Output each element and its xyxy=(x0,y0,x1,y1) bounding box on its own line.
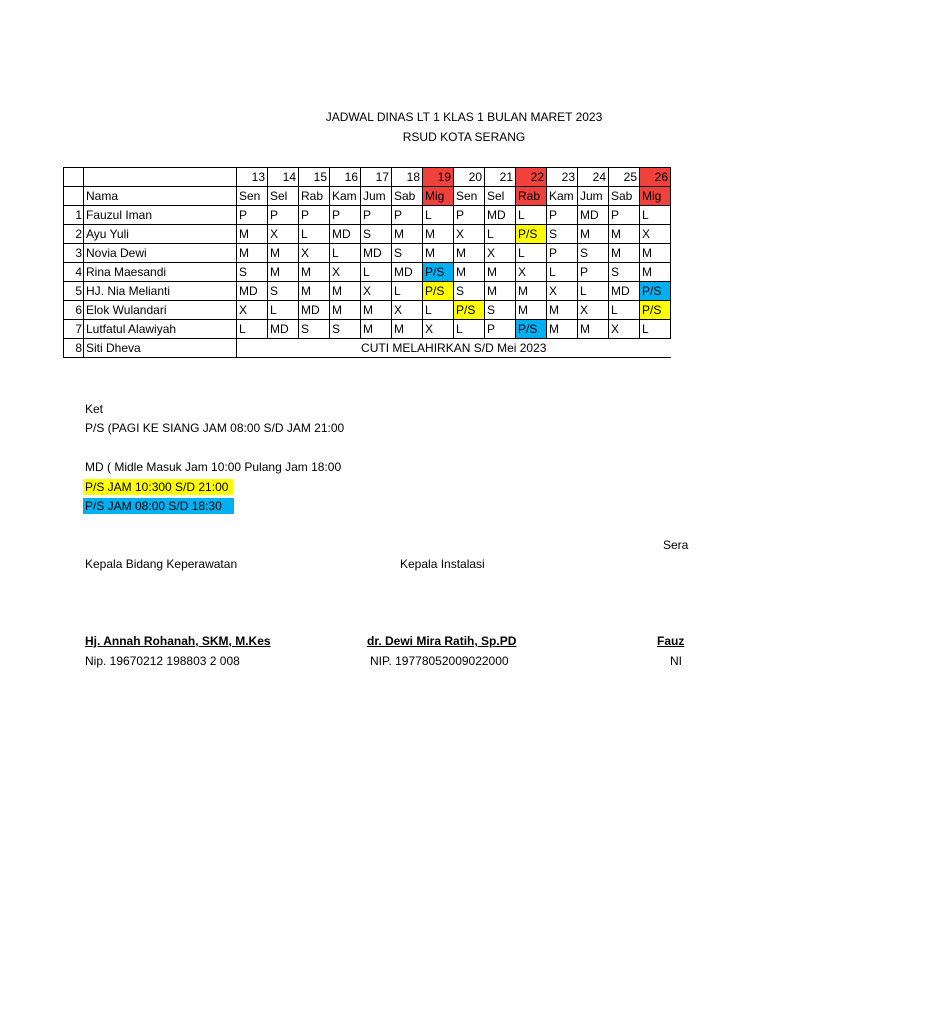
shift-cell[interactable]: S xyxy=(237,263,268,282)
date-cell[interactable]: 22 xyxy=(516,168,547,187)
legend-heading: Ket xyxy=(85,402,104,416)
shift-cell[interactable]: L xyxy=(485,225,516,244)
shift-cell[interactable]: M xyxy=(392,320,423,339)
staff-row xyxy=(64,263,671,282)
row-number-cell[interactable]: 7 xyxy=(64,320,84,339)
kabid-nip: Nip. 19670212 198803 2 008 xyxy=(85,654,240,668)
shift-cell[interactable]: M xyxy=(516,301,547,320)
shift-cell[interactable]: L xyxy=(609,301,640,320)
shift-cell[interactable]: P xyxy=(237,206,268,225)
shift-cell[interactable]: P xyxy=(392,206,423,225)
shift-cell[interactable]: L xyxy=(516,206,547,225)
date-cell[interactable]: 24 xyxy=(578,168,609,187)
shift-cell[interactable]: P xyxy=(361,206,392,225)
shift-cell[interactable]: M xyxy=(640,263,671,282)
shift-cell[interactable]: X xyxy=(485,244,516,263)
day-cell[interactable]: Jum xyxy=(578,187,609,206)
day-header-row xyxy=(64,187,671,206)
shift-cell[interactable]: L xyxy=(299,225,330,244)
shift-cell[interactable]: M xyxy=(330,282,361,301)
row-number-cell[interactable]: 5 xyxy=(64,282,84,301)
day-cell[interactable]: Rab xyxy=(516,187,547,206)
shift-cell[interactable]: P/S xyxy=(516,225,547,244)
kains-nip: NIP. 197780520090220​00 xyxy=(370,654,509,668)
staff-name-cell[interactable]: Elok Wulandari xyxy=(84,301,237,320)
shift-cell[interactable]: L xyxy=(547,263,578,282)
shift-cell[interactable]: M xyxy=(423,225,454,244)
day-cell[interactable]: Mig xyxy=(640,187,671,206)
day-cell[interactable]: Sen xyxy=(237,187,268,206)
shift-cell[interactable]: M xyxy=(640,244,671,263)
shift-cell[interactable]: M xyxy=(547,301,578,320)
date-cell[interactable]: 18 xyxy=(392,168,423,187)
shift-cell[interactable]: X xyxy=(268,225,299,244)
shift-cell[interactable]: L xyxy=(423,301,454,320)
corner-cell[interactable] xyxy=(64,168,84,187)
shift-cell[interactable]: MD xyxy=(268,320,299,339)
staff-name-cell[interactable]: Rina Maesandi xyxy=(84,263,237,282)
shift-cell[interactable]: S xyxy=(609,263,640,282)
date-header-row xyxy=(64,168,671,187)
row-number-cell[interactable]: 3 xyxy=(64,244,84,263)
shift-cell[interactable]: P/S xyxy=(516,320,547,339)
staff-name-cell[interactable]: Siti Dheva xyxy=(84,339,237,358)
date-cell[interactable]: 26 xyxy=(640,168,671,187)
staff-row-leave xyxy=(64,339,671,358)
day-cell[interactable]: Sel xyxy=(268,187,299,206)
schedule-table xyxy=(63,167,671,358)
shift-cell[interactable]: M xyxy=(392,225,423,244)
shift-cell[interactable]: X xyxy=(547,282,578,301)
shift-cell[interactable]: P/S xyxy=(640,282,671,301)
day-cell[interactable]: Sen xyxy=(454,187,485,206)
legend-md: MD ( Midle Masuk Jam 10:00 Pulang Jam 18:00 xyxy=(85,460,342,474)
day-cell[interactable]: Sel xyxy=(485,187,516,206)
shift-cell[interactable]: M xyxy=(454,263,485,282)
legend-ps: P/S (PAGI KE SIANG JAM 08:00 S/D JAM 21:00 xyxy=(85,421,345,435)
shift-cell[interactable]: MD xyxy=(578,206,609,225)
shift-cell[interactable]: X xyxy=(392,301,423,320)
day-cell[interactable]: Rab xyxy=(299,187,330,206)
legend-ps-yellow: P/S JAM 10:300 S/D 21:00 xyxy=(83,479,234,495)
shift-cell[interactable]: S xyxy=(268,282,299,301)
shift-cell[interactable]: S xyxy=(392,244,423,263)
shift-cell[interactable]: MD xyxy=(361,244,392,263)
shift-cell[interactable]: X xyxy=(330,263,361,282)
shift-cell[interactable]: M xyxy=(578,320,609,339)
shift-cell[interactable]: M xyxy=(578,225,609,244)
day-cell[interactable]: Kam xyxy=(547,187,578,206)
date-cell[interactable]: 13 xyxy=(237,168,268,187)
shift-cell[interactable]: L xyxy=(640,206,671,225)
date-cell[interactable]: 15 xyxy=(299,168,330,187)
shift-cell[interactable]: X xyxy=(516,263,547,282)
shift-cell[interactable]: X xyxy=(361,282,392,301)
shift-cell[interactable]: L xyxy=(454,320,485,339)
shift-cell[interactable]: M xyxy=(609,244,640,263)
shift-cell[interactable]: X xyxy=(299,244,330,263)
shift-cell[interactable]: X xyxy=(609,320,640,339)
shift-cell[interactable]: P xyxy=(330,206,361,225)
shift-cell[interactable]: P xyxy=(485,320,516,339)
schedule-title: JADWAL DINAS LT 1 KLAS 1 BULAN MARET 2023 xyxy=(325,110,603,124)
third-signer-nip: NI xyxy=(670,654,682,668)
date-cell[interactable]: 16 xyxy=(330,168,361,187)
shift-cell[interactable]: M xyxy=(361,320,392,339)
kabid-name: Hj. Annah Rohanah, SKM, M.Kes xyxy=(85,634,271,648)
shift-cell[interactable]: L xyxy=(392,282,423,301)
row-number-cell[interactable]: 2 xyxy=(64,225,84,244)
staff-name-cell[interactable]: HJ. Nia Melianti xyxy=(84,282,237,301)
shift-cell[interactable]: S xyxy=(299,320,330,339)
shift-cell[interactable]: X xyxy=(237,301,268,320)
legend-ps-blue: P/S JAM 08:00 S/D 18:30 xyxy=(83,498,234,514)
shift-cell[interactable]: L xyxy=(237,320,268,339)
shift-cell[interactable]: L xyxy=(640,320,671,339)
shift-cell[interactable]: M xyxy=(299,263,330,282)
name-header-cell[interactable]: Nama xyxy=(84,187,237,206)
shift-cell[interactable]: L xyxy=(423,206,454,225)
date-cell[interactable]: 25 xyxy=(609,168,640,187)
date-cell[interactable]: 20 xyxy=(454,168,485,187)
staff-row xyxy=(64,282,671,301)
shift-cell[interactable]: M xyxy=(485,263,516,282)
shift-cell[interactable]: MD xyxy=(609,282,640,301)
shift-cell[interactable]: S xyxy=(547,225,578,244)
shift-cell[interactable]: P xyxy=(299,206,330,225)
row-number-cell[interactable]: 4 xyxy=(64,263,84,282)
date-cell[interactable]: 14 xyxy=(268,168,299,187)
shift-cell[interactable]: MD xyxy=(392,263,423,282)
staff-name-cell[interactable]: Ayu Yuli xyxy=(84,225,237,244)
row-number-cell[interactable] xyxy=(64,187,84,206)
staff-row xyxy=(64,206,671,225)
day-cell[interactable]: Kam xyxy=(330,187,361,206)
shift-cell[interactable]: X xyxy=(578,301,609,320)
staff-row xyxy=(64,320,671,339)
shift-cell[interactable]: M xyxy=(547,320,578,339)
shift-cell[interactable]: M xyxy=(609,225,640,244)
shift-cell[interactable]: X xyxy=(640,225,671,244)
shift-cell[interactable]: X xyxy=(454,225,485,244)
shift-cell[interactable]: M xyxy=(268,244,299,263)
shift-cell[interactable]: P/S xyxy=(640,301,671,320)
shift-cell[interactable]: L xyxy=(361,263,392,282)
shift-cell[interactable]: S xyxy=(454,282,485,301)
day-cell[interactable]: Sab xyxy=(392,187,423,206)
staff-name-cell[interactable]: Fauzul Iman xyxy=(84,206,237,225)
date-cell[interactable]: 23 xyxy=(547,168,578,187)
shift-cell[interactable]: P xyxy=(547,206,578,225)
shift-cell[interactable]: P/S xyxy=(423,263,454,282)
shift-cell[interactable]: S xyxy=(485,301,516,320)
shift-cell[interactable]: L xyxy=(516,244,547,263)
corner-cell[interactable] xyxy=(84,168,237,187)
shift-cell[interactable]: M xyxy=(299,282,330,301)
shift-cell[interactable]: L xyxy=(330,244,361,263)
shift-cell[interactable]: P xyxy=(454,206,485,225)
shift-cell[interactable]: S xyxy=(330,320,361,339)
hospital-name: RSUD KOTA SERANG xyxy=(402,130,526,144)
shift-cell[interactable]: P/S xyxy=(454,301,485,320)
third-signer-name: Fauz xyxy=(657,634,685,648)
staff-row xyxy=(64,301,671,320)
shift-cell[interactable]: MD xyxy=(299,301,330,320)
staff-name-cell[interactable]: Novia Dewi xyxy=(84,244,237,263)
day-cell[interactable]: Mig xyxy=(423,187,454,206)
kains-title: Kepala Instalasi xyxy=(400,557,485,571)
shift-cell[interactable]: M xyxy=(237,225,268,244)
day-cell[interactable]: Sab xyxy=(609,187,640,206)
shift-cell[interactable]: M xyxy=(330,301,361,320)
date-cell[interactable]: 19 xyxy=(423,168,454,187)
shift-cell[interactable]: L xyxy=(578,282,609,301)
shift-cell[interactable]: MD xyxy=(237,282,268,301)
shift-cell[interactable]: S xyxy=(361,225,392,244)
signature-place: Sera xyxy=(663,538,689,552)
shift-cell[interactable]: X xyxy=(423,320,454,339)
shift-cell[interactable]: MD xyxy=(330,225,361,244)
shift-cell[interactable]: M xyxy=(423,244,454,263)
shift-cell[interactable]: P/S xyxy=(423,282,454,301)
staff-row xyxy=(64,225,671,244)
row-number-cell[interactable]: 1 xyxy=(64,206,84,225)
shift-cell[interactable]: MD xyxy=(485,206,516,225)
maternity-leave-note[interactable]: CUTI MELAHIRKAN S/D Mei 2023 xyxy=(237,339,671,358)
shift-cell[interactable]: S xyxy=(578,244,609,263)
day-cell[interactable]: Jum xyxy=(361,187,392,206)
shift-cell[interactable]: M xyxy=(454,244,485,263)
shift-cell[interactable]: P xyxy=(547,244,578,263)
kains-name: dr. Dewi Mira Ratih, Sp.PD xyxy=(367,634,517,648)
shift-cell[interactable]: M xyxy=(268,263,299,282)
date-cell[interactable]: 17 xyxy=(361,168,392,187)
shift-cell[interactable]: M xyxy=(516,282,547,301)
staff-row xyxy=(64,244,671,263)
kabid-title: Kepala Bidang Keperawatan xyxy=(85,557,238,571)
date-cell[interactable]: 21 xyxy=(485,168,516,187)
row-number-cell[interactable]: 8 xyxy=(64,339,84,358)
staff-name-cell[interactable]: Lutfatul Alawiyah xyxy=(84,320,237,339)
shift-cell[interactable]: P xyxy=(578,263,609,282)
shift-cell[interactable]: P xyxy=(609,206,640,225)
shift-cell[interactable]: M xyxy=(361,301,392,320)
shift-cell[interactable]: M xyxy=(485,282,516,301)
shift-cell[interactable]: L xyxy=(268,301,299,320)
shift-cell[interactable]: M xyxy=(237,244,268,263)
shift-cell[interactable]: P xyxy=(268,206,299,225)
row-number-cell[interactable]: 6 xyxy=(64,301,84,320)
